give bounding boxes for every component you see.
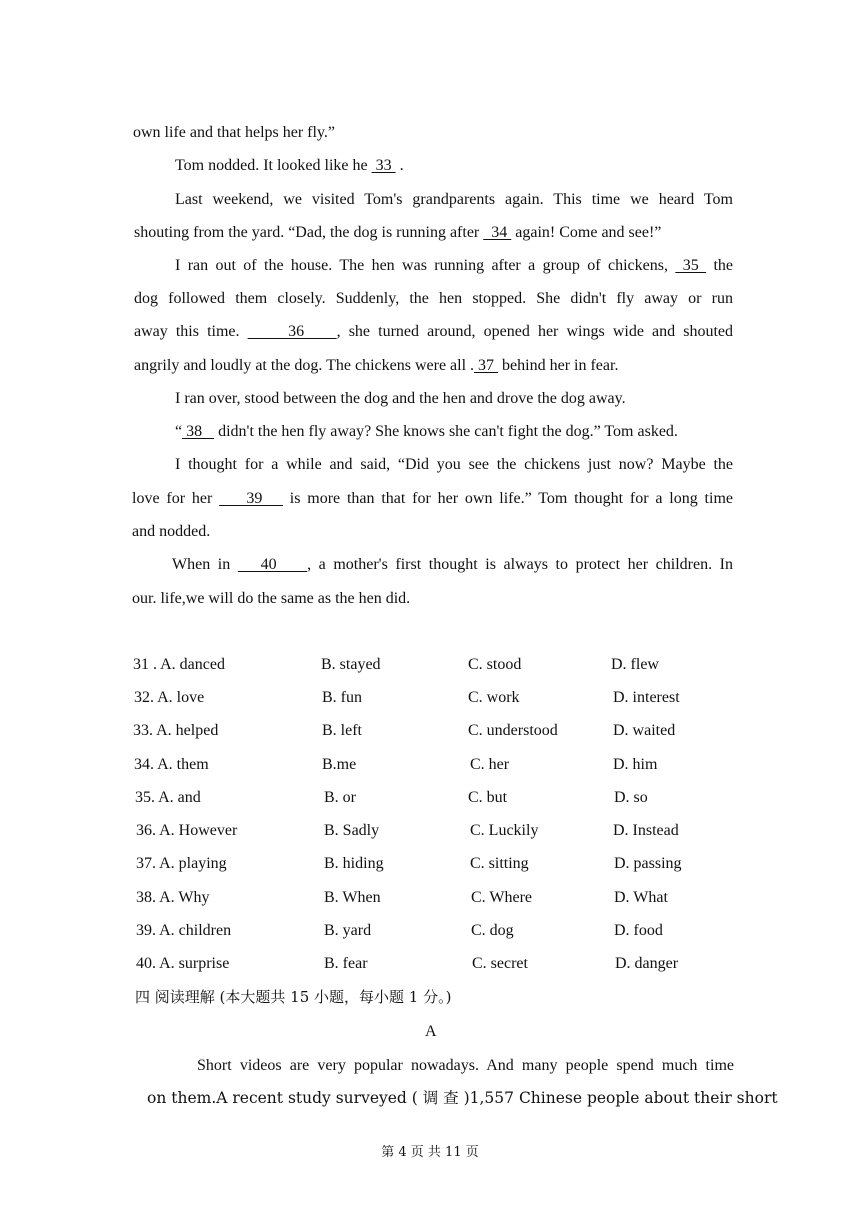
- passage-line-1: own life and that helps her fly.”: [133, 124, 336, 141]
- option-a: 38. A. Why: [136, 889, 210, 906]
- text: , she turned around, opened her wings wide and shouted: [336, 323, 734, 340]
- option-c: C. stood: [468, 656, 522, 673]
- option-b: B. or: [324, 789, 356, 806]
- section-heading: 四 阅读理解 (本大题共 15 小题，每小题 1 分。): [135, 988, 452, 1006]
- passage-line-10: [175, 422, 678, 442]
- text: is more than that for her own life.” Tom thought for a long time: [282, 490, 733, 507]
- page-number: 第 4 页 共 11 页: [381, 1145, 479, 1160]
- option-d: D. him: [613, 756, 658, 773]
- option-d: D. What: [614, 889, 668, 906]
- text: angrily and loudly at the dog. The chickens were all .: [134, 357, 475, 374]
- option-a: 34. A. them: [134, 756, 209, 773]
- blank-38: 38: [182, 423, 215, 440]
- option-d: D. food: [614, 922, 663, 939]
- text: again! Come and see!”: [511, 224, 662, 241]
- option-c: C. secret: [472, 955, 528, 972]
- option-a: 40. A. surprise: [136, 955, 230, 972]
- option-b: B.me: [322, 756, 357, 773]
- text: Tom nodded. It looked like he: [175, 157, 372, 174]
- passage-line-11: I thought for a while and said, “Did you see the chickens just now? Maybe the: [175, 456, 733, 473]
- text: When in: [172, 556, 238, 573]
- text: away this time.: [134, 323, 248, 340]
- passage-line-14: [172, 555, 733, 575]
- blank-34: 34: [483, 224, 512, 241]
- passage-line-6: dog followed them closely. Suddenly, the hen stopped. She didn't fly away or run: [134, 290, 733, 307]
- passage-line-2: [175, 156, 404, 176]
- text: shouting from the yard. “Dad, the dog is running after: [134, 224, 484, 241]
- passage-line-15: our. life,we will do the same as the hen did.: [132, 590, 411, 607]
- passage-line-13: and nodded.: [132, 523, 211, 540]
- text: I ran out of the house. The hen was running after a group of chickens,: [175, 257, 676, 274]
- blank-36: 36: [247, 323, 337, 340]
- option-a: 39. A. children: [136, 922, 232, 939]
- passage-line-12: [132, 489, 733, 509]
- option-d: D. Instead: [613, 822, 679, 839]
- blank-33: 33: [371, 157, 396, 174]
- option-b: B. When: [324, 889, 381, 906]
- option-c: C. her: [470, 756, 510, 773]
- text: the: [706, 257, 734, 274]
- part-label: A: [425, 1023, 437, 1040]
- option-a: 32. A. love: [134, 689, 205, 706]
- text: love for her: [132, 490, 220, 507]
- reading-paragraph-line-2: on them.A recent study surveyed ( 调 查 )1,557 Chinese people about their short: [147, 1089, 778, 1107]
- text: didn't the hen fly away? She knows she can't fight the dog.” Tom asked.: [214, 423, 678, 440]
- passage-line-3: Last weekend, we visited Tom's grandparents again. This time we heard Tom: [175, 191, 733, 208]
- option-c: C. work: [468, 689, 520, 706]
- option-d: D. so: [614, 789, 648, 806]
- passage-line-8: [134, 356, 618, 376]
- option-b: B. fear: [324, 955, 368, 972]
- option-b: B. hiding: [324, 855, 384, 872]
- text: , a mother's first thought is always to protect her children. In: [307, 556, 734, 573]
- option-c: C. Where: [471, 889, 533, 906]
- text: “: [175, 423, 183, 440]
- option-a: 33. A. helped: [133, 722, 219, 739]
- passage-line-7: [134, 322, 733, 342]
- option-d: D. flew: [611, 656, 659, 673]
- option-c: C. but: [468, 789, 508, 806]
- text: behind her in fear.: [498, 357, 619, 374]
- option-c: C. understood: [468, 722, 558, 739]
- option-d: D. passing: [614, 855, 682, 872]
- option-c: C. Luckily: [470, 822, 539, 839]
- option-b: B. stayed: [321, 656, 381, 673]
- option-b: B. Sadly: [324, 822, 380, 839]
- option-d: D. danger: [615, 955, 679, 972]
- blank-37: 37: [474, 357, 499, 374]
- passage-line-5: [175, 256, 733, 276]
- option-d: D. interest: [613, 689, 680, 706]
- blank-35: 35: [675, 257, 707, 274]
- option-a: 37. A. playing: [136, 855, 227, 872]
- option-a: 35. A. and: [135, 789, 201, 806]
- option-c: C. dog: [471, 922, 514, 939]
- option-b: B. yard: [324, 922, 372, 939]
- passage-line-4: [134, 223, 661, 243]
- reading-paragraph-line-1: Short videos are very popular nowadays. And many people spend much time: [197, 1057, 734, 1074]
- passage-line-9: I ran over, stood between the dog and the hen and drove the dog away.: [175, 390, 626, 407]
- blank-40: 40: [237, 556, 308, 573]
- option-a: 31 . A. danced: [133, 656, 225, 673]
- option-b: B. fun: [322, 689, 362, 706]
- option-a: 36. A. However: [136, 822, 238, 839]
- option-d: D. waited: [613, 722, 676, 739]
- option-b: B. left: [322, 722, 362, 739]
- blank-39: 39: [219, 490, 283, 507]
- text: .: [395, 157, 404, 174]
- option-c: C. sitting: [470, 855, 529, 872]
